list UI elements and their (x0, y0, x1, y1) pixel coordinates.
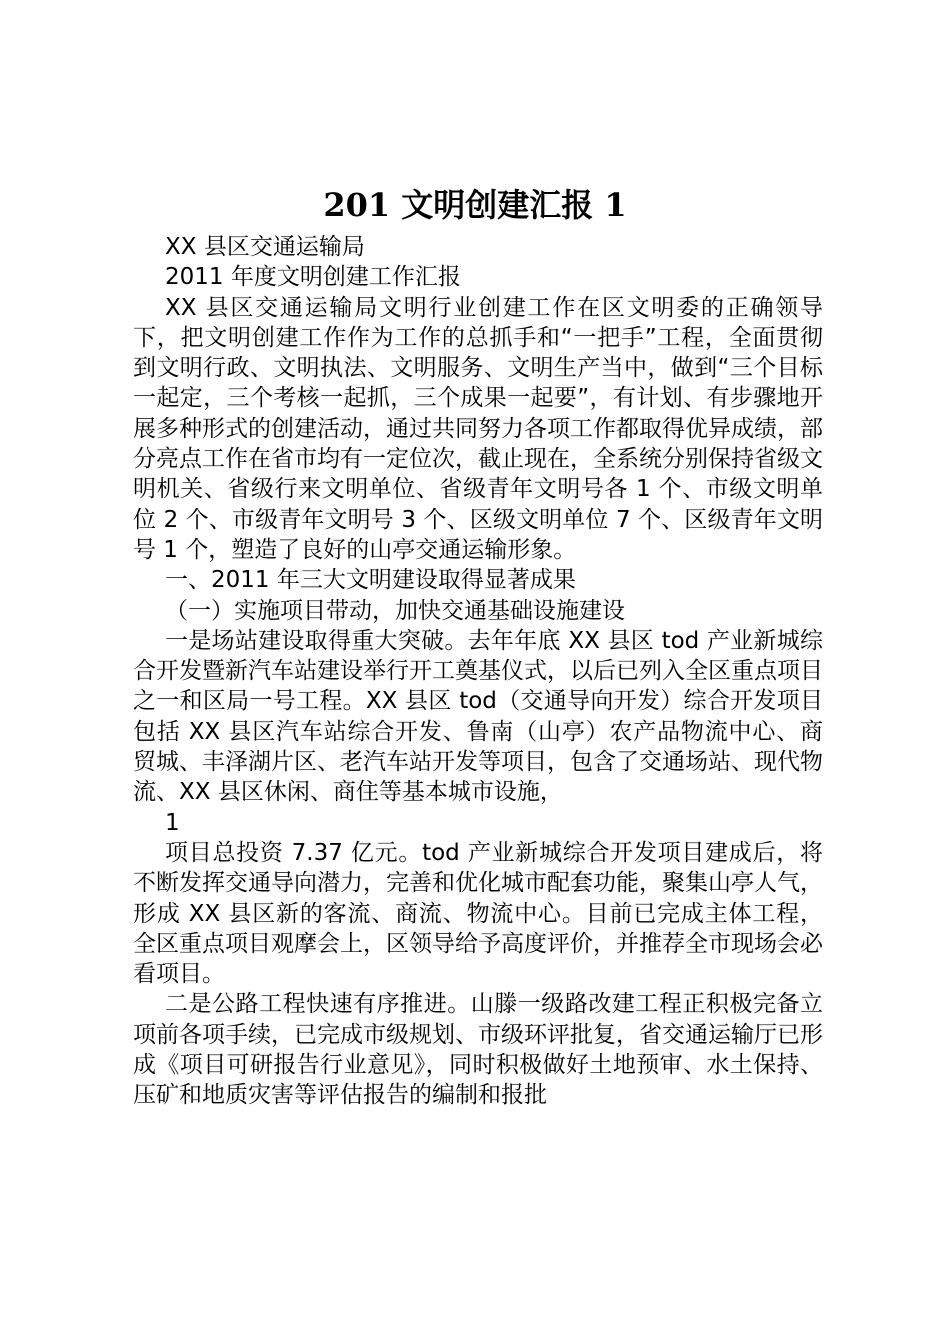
document-body (133, 232, 823, 1111)
paragraph-intro: XX 县区交通运输局文明行业创建工作在区文明委的正确领导下，把文明创建工作作为工作的总抓手和“一把手”工程，全面贯彻到文明行政、文明执法、文明服务、文明生产当中，做到“三个目标一起定，三个考核一起抓，三个成果一起要”，有计划、有步骤地开展多种形式的创建活动，通过共同努力各项工作都取得优异成绩，部分亮点工作在省市均有一定位次，截止现在，全系统分别保持省级文明机关、省级行来文明单位、省级青年文明号各 1 个、市级文明单位 2 个、市级青年文明号 3 个、区级文明单位 7 个、区级青年文明号 1 个，塑造了良好的山亭交通运输形象。 (133, 294, 823, 563)
page-number: 1 (165, 809, 180, 836)
paragraph-roads: 二是公路工程快速有序推进。山滕一级路改建工程正积极完备立项前各项手续，已完成市级规划、市级环评批复，省交通运输厅已形成《项目可研报告行业意见》，同时积极做好土地预审、水土保持、压矿和地质灾害等评估报告的编制和报批 (133, 991, 823, 1109)
document-title: 201 文明创建汇报 1 (323, 186, 627, 224)
subsection-heading: （一）实施项目带动，加快交通基础设施建设 (165, 597, 625, 624)
paragraph-investment: 项目总投资 7.37 亿元。tod 产业新城综合开发项目建成后，将不断发挥交通导向潜力，完善和优化城市配套功能，聚集山亭人气，形成 XX 县区新的客流、商流、物流中心。目前已完成主体工程，全区重点项目观摩会上，区领导给予高度评价，并推荐全市现场会必看项目。 (133, 839, 823, 988)
paragraph-stations: 一是场站建设取得重大突破。去年年底 XX 县区 tod 产业新城综合开发暨新汽车站建设举行开工奠基仪式，以后已列入全区重点项目之一和区局一号工程。XX 县区 tod（交通导向开发）综合开发项目包括 XX 县区汽车站综合开发、鲁南（山亭）农产品物流中心、商贸城、丰泽湖片区、老汽车站开发等项目，包含了交通场站、现代物流、XX 县区休闲、商住等基本城市设施， (133, 627, 823, 806)
section-heading: 一、2011 年三大文明建设取得显著成果 (165, 567, 576, 594)
paragraph-report-title: 2011 年度文明创建工作汇报 (165, 264, 461, 291)
paragraph-organization: XX 县区交通运输局 (165, 234, 365, 260)
